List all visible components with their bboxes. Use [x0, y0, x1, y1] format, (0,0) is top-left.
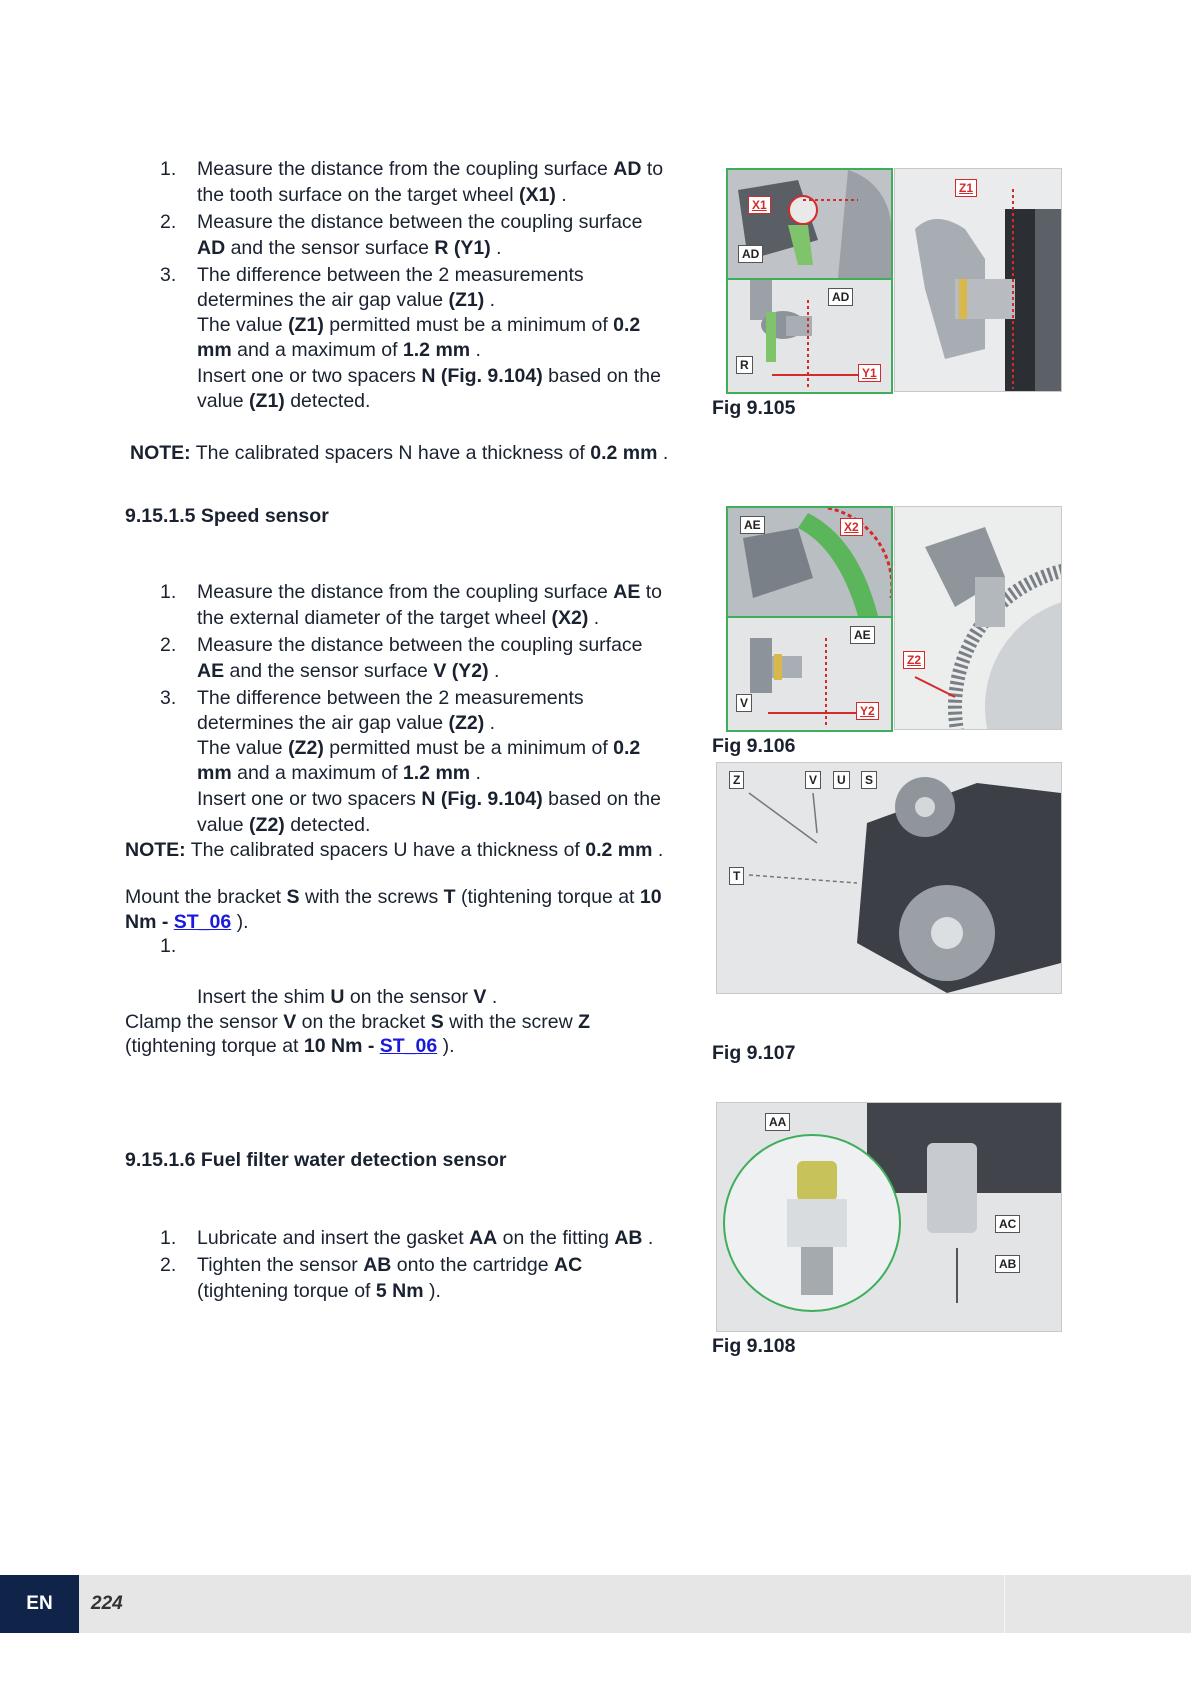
- list-item-text: the tooth surface on the target wheel (X1) .: [197, 184, 567, 206]
- list-item-text: Measure the distance between the coupling surface: [197, 634, 643, 656]
- note: NOTE: The calibrated spacers U have a thickness of 0.2 mm .: [125, 839, 664, 861]
- label-r: R: [736, 356, 753, 374]
- fig105-top-panel: [726, 168, 893, 280]
- list-item-text: the external diameter of the target wheel (X2) .: [197, 607, 600, 629]
- list-item-text: Measure the distance between the coupling surface: [197, 211, 643, 233]
- list-item-text: The difference between the 2 measurements: [197, 687, 584, 709]
- list-item-text: determines the air gap value (Z1) .: [197, 289, 496, 311]
- label-ac: AC: [995, 1215, 1020, 1233]
- list-number: 2.: [160, 211, 177, 233]
- st06-link[interactable]: ST_06: [379, 1035, 438, 1057]
- label-z: Z: [729, 771, 744, 789]
- list-item-text: Measure the distance from the coupling surface AD to: [197, 158, 664, 180]
- label-ad: AD: [828, 288, 853, 306]
- list-item-text: mm and a maximum of 1.2 mm .: [197, 762, 481, 784]
- label-x2: X2: [840, 518, 863, 536]
- sensor-illustration: [895, 507, 1061, 729]
- fig105-bottom-panel: [726, 278, 893, 394]
- fig106-right-panel: [894, 506, 1062, 730]
- page-footer: [0, 1575, 1191, 1633]
- figure-caption: Fig 9.108: [712, 1335, 796, 1357]
- label-aa: AA: [765, 1113, 790, 1131]
- label-v: V: [805, 771, 821, 789]
- list-item-text: Measure the distance from the coupling surface AE to: [197, 581, 663, 603]
- fig108-panel: [716, 1102, 1062, 1332]
- list-number: 3.: [160, 264, 177, 286]
- list-number: 1.: [160, 935, 177, 957]
- shim-instruction: Insert the shim U on the sensor V .: [197, 986, 498, 1008]
- fig105-right-panel: [894, 168, 1062, 392]
- list-item-text: determines the air gap value (Z2) .: [197, 712, 496, 734]
- list-item-text: Insert one or two spacers N (Fig. 9.104) based on the: [197, 788, 661, 810]
- footer-divider: [1004, 1575, 1005, 1633]
- figure-caption: Fig 9.107: [712, 1042, 796, 1064]
- list-item-text: mm and a maximum of 1.2 mm .: [197, 339, 481, 361]
- list-item-text: The difference between the 2 measurements: [197, 264, 584, 286]
- engine-illustration: [717, 763, 1061, 993]
- section-heading: 9.15.1.5 Speed sensor: [125, 505, 329, 527]
- fig106-top-panel: [726, 506, 893, 618]
- label-s: S: [861, 771, 877, 789]
- list-item-text: Insert one or two spacers N (Fig. 9.104) based on the: [197, 365, 661, 387]
- language-badge: EN: [0, 1575, 79, 1633]
- label-z2: Z2: [903, 651, 925, 669]
- label-u: U: [833, 771, 850, 789]
- list-item-text: The value (Z2) permitted must be a minimum of 0.2: [197, 737, 641, 759]
- label-t: T: [729, 867, 744, 885]
- sensor-illustration: [895, 169, 1061, 391]
- list-item-text: Tighten the sensor AB onto the cartridge AC: [197, 1254, 583, 1276]
- list-number: 1.: [160, 158, 177, 180]
- list-number: 2.: [160, 1254, 177, 1276]
- list-number: 1.: [160, 1227, 177, 1249]
- label-ae: AE: [850, 626, 875, 644]
- label-ad: AD: [738, 245, 763, 263]
- list-item-text: value (Z1) detected.: [197, 390, 371, 412]
- section-heading: 9.15.1.6 Fuel filter water detection sensor: [125, 1149, 507, 1171]
- label-ab: AB: [995, 1255, 1020, 1273]
- list-number: 3.: [160, 687, 177, 709]
- figure-caption: Fig 9.105: [712, 397, 796, 419]
- label-v: V: [736, 694, 752, 712]
- figure-caption: Fig 9.106: [712, 735, 796, 757]
- list-item-text: AE and the sensor surface V (Y2) .: [197, 660, 500, 682]
- st06-link[interactable]: ST_06: [173, 911, 232, 933]
- mount-instruction: Mount the bracket S with the screws T (tightening torque at 10: [125, 886, 662, 908]
- mount-instruction: Nm - ST_06 ).: [125, 911, 249, 933]
- label-z1: Z1: [955, 179, 977, 197]
- note: NOTE: The calibrated spacers N have a thickness of 0.2 mm .: [130, 442, 669, 464]
- list-item-text: AD and the sensor surface R (Y1) .: [197, 237, 502, 259]
- label-x1: X1: [748, 196, 771, 214]
- list-item-text: value (Z2) detected.: [197, 814, 371, 836]
- list-item-text: (tightening torque of 5 Nm ).: [197, 1280, 441, 1302]
- list-item-text: Lubricate and insert the gasket AA on the fitting AB .: [197, 1227, 654, 1249]
- label-ae: AE: [740, 516, 765, 534]
- fig106-bottom-panel: [726, 616, 893, 732]
- label-y1: Y1: [858, 364, 881, 382]
- clamp-instruction: (tightening torque at 10 Nm - ST_06 ).: [125, 1035, 455, 1057]
- list-number: 1.: [160, 581, 177, 603]
- page-number: 224: [91, 1593, 123, 1614]
- fig107-panel: [716, 762, 1062, 994]
- list-item-text: The value (Z1) permitted must be a minimum of 0.2: [197, 314, 641, 336]
- label-y2: Y2: [856, 702, 879, 720]
- clamp-instruction: Clamp the sensor V on the bracket S with the screw Z: [125, 1011, 591, 1033]
- list-number: 2.: [160, 634, 177, 656]
